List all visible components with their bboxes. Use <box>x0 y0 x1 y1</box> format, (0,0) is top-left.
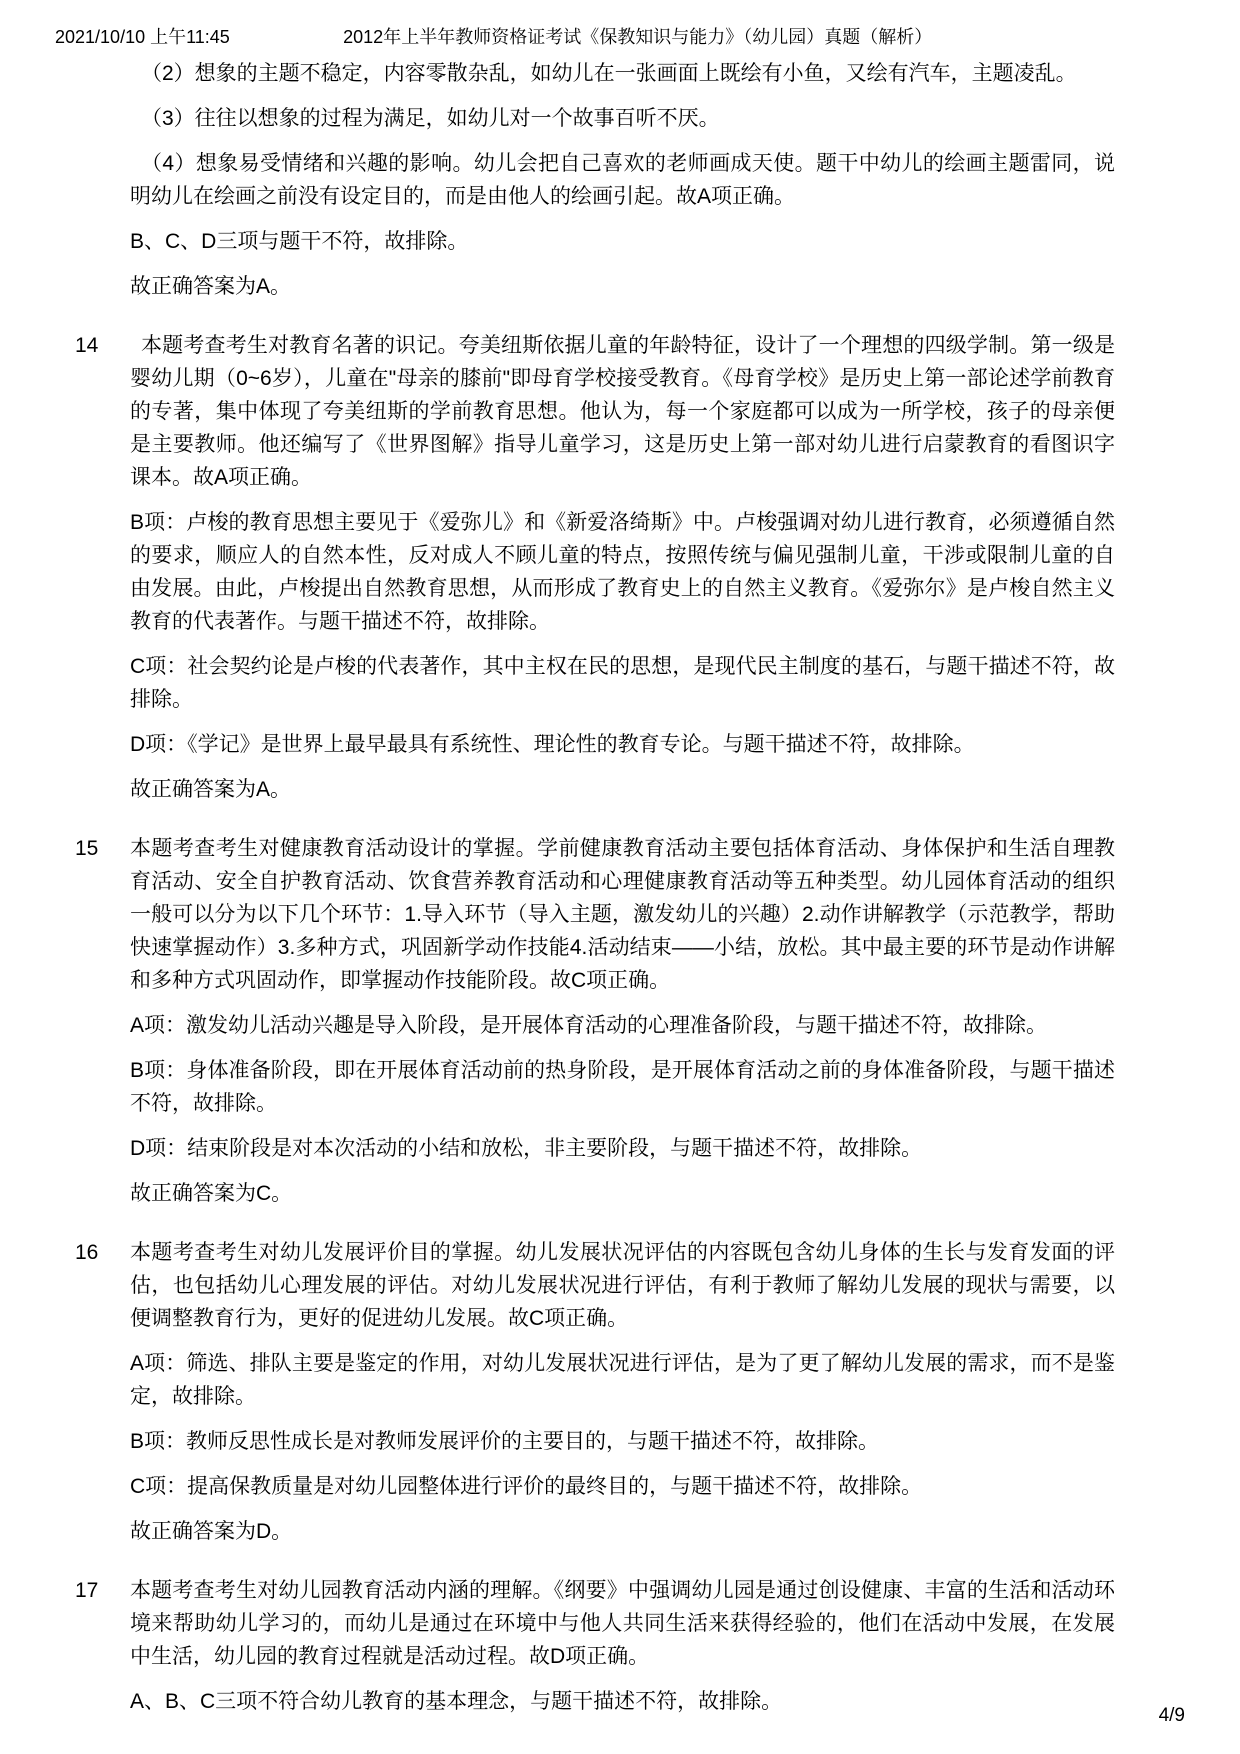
paragraph: A项：筛选、排队主要是鉴定的作用，对幼儿发展状况进行评估，是为了更了解幼儿发展的需求，而不是鉴定，故排除。 <box>130 1352 1115 1408</box>
page-footer <box>1159 1705 1185 1727</box>
header-title: 2012年上半年教师资格证考试《保教知识与能力》（幼儿园）真题（解析） <box>343 27 933 47</box>
paragraph: （3）往往以想象的过程为满足，如幼儿对一个故事百听不厌。 <box>141 107 720 130</box>
answer-item-14 <box>75 323 1115 812</box>
paragraph: 故正确答案为A。 <box>130 778 292 801</box>
answer-item-16 <box>75 1230 1115 1554</box>
document-body <box>75 51 1115 1738</box>
answer-item-15 <box>75 826 1115 1216</box>
paragraph: （4）想象易受情绪和兴趣的影响。幼儿会把自己喜欢的老师画成天使。题干中幼儿的绘画主题雷同，说明幼儿在绘画之前没有设定目的，而是由他人的绘画引起。故A项正确。 <box>130 152 1115 208</box>
answer-item-continued <box>130 51 1115 309</box>
page-number: 4/9 <box>1158 1705 1185 1726</box>
paragraph: 本题考查考生对健康教育活动设计的掌握。学前健康教育活动主要包括体育活动、身体保护和生活自理教育活动、安全自护教育活动、饮食营养教育活动和心理健康教育活动等五种类型。幼儿园体育活动的组织一般可以分为以下几个环节：1.导入环节（导入主题，激发幼儿的兴趣）2.动作讲解教学（示范教学，帮助快速掌握动作）3.多种方式，巩固新学动作技能4.活动结束——小结，放松。其中最主要的环节是动作讲解和多种方式巩固动作，即掌握动作技能阶段。故C项正确。 <box>130 837 1115 992</box>
paragraph: A、B、C三项不符合幼儿教育的基本理念，与题干描述不符，故排除。 <box>130 1690 783 1713</box>
paragraph: B项：卢梭的教育思想主要见于《爱弥儿》和《新爱洛绮斯》中。卢梭强调对幼儿进行教育，必须遵循自然的要求，顺应人的自然本性，反对成人不顾儿童的特点，按照传统与偏见强制儿童，干涉或限制儿童的自由发展。由此，卢梭提出自然教育思想，从而形成了教育史上的自然主义教育。《爱弥尔》是卢梭自然主义教育的代表著作。与题干描述不符，故排除。 <box>130 511 1115 633</box>
paragraph: B、C、D三项与题干不符，故排除。 <box>130 230 469 253</box>
paragraph: D项：《学记》是世界上最早最具有系统性、理论性的教育专论。与题干描述不符，故排除。 <box>130 733 975 756</box>
page-header <box>55 26 1185 50</box>
paragraph: 故正确答案为D。 <box>130 1520 293 1543</box>
paragraph: 本题考查考生对幼儿园教育活动内涵的理解。《纲要》中强调幼儿园是通过创设健康、丰富的生活和活动环境来帮助幼儿学习的，而幼儿是通过在环境中与他人共同生活来获得经验的，他们在活动中发展，在发展中生活，幼儿园的教育过程就是活动过程。故D项正确。 <box>130 1579 1115 1668</box>
item-number: 15 <box>75 837 99 860</box>
paragraph: 故正确答案为A。 <box>130 275 292 298</box>
header-datetime: 2021/10/10 上午11:45 <box>55 27 230 47</box>
paragraph: D项：结束阶段是对本次活动的小结和放松，非主要阶段，与题干描述不符，故排除。 <box>130 1137 923 1160</box>
paragraph: 本题考查考生对幼儿发展评价目的掌握。幼儿发展状况评估的内容既包含幼儿身体的生长与发育发面的评估，也包括幼儿心理发展的评估。对幼儿发展状况进行评估，有利于教师了解幼儿发展的现状与需要，以便调整教育行为，更好的促进幼儿发展。故C项正确。 <box>130 1241 1115 1330</box>
paragraph: 故正确答案为C。 <box>130 1182 293 1205</box>
paragraph: C项：提高保教质量是对幼儿园整体进行评价的最终目的，与题干描述不符，故排除。 <box>130 1475 923 1498</box>
paragraph: （2）想象的主题不稳定，内容零散杂乱，如幼儿在一张画面上既绘有小鱼，又绘有汽车，主题凌乱。 <box>141 62 1077 85</box>
paragraph: 本题考查考生对教育名著的识记。夸美纽斯依据儿童的年龄特征，设计了一个理想的四级学制。第一级是婴幼儿期（0~6岁），儿童在"母亲的膝前"即母育学校接受教育。《母育学校》是历史上第一部论述学前教育的专著，集中体现了夸美纽斯的学前教育思想。他认为，每一个家庭都可以成为一所学校，孩子的母亲便是主要教师。他还编写了《世界图解》指导儿童学习，这是历史上第一部对幼儿进行启蒙教育的看图识字课本。故A项正确。 <box>130 334 1115 489</box>
paragraph: C项：社会契约论是卢梭的代表著作，其中主权在民的思想，是现代民主制度的基石，与题干描述不符，故排除。 <box>130 655 1115 711</box>
paragraph: B项：教师反思性成长是对教师发展评价的主要目的，与题干描述不符，故排除。 <box>130 1430 880 1453</box>
item-number: 14 <box>75 334 99 357</box>
item-number: 16 <box>75 1241 99 1264</box>
item-number: 17 <box>75 1579 99 1602</box>
answer-item-17 <box>75 1568 1115 1724</box>
paragraph: B项：身体准备阶段，即在开展体育活动前的热身阶段，是开展体育活动之前的身体准备阶段，与题干描述不符，故排除。 <box>130 1059 1115 1115</box>
paragraph: A项：激发幼儿活动兴趣是导入阶段，是开展体育活动的心理准备阶段，与题干描述不符，故排除。 <box>130 1014 1048 1037</box>
